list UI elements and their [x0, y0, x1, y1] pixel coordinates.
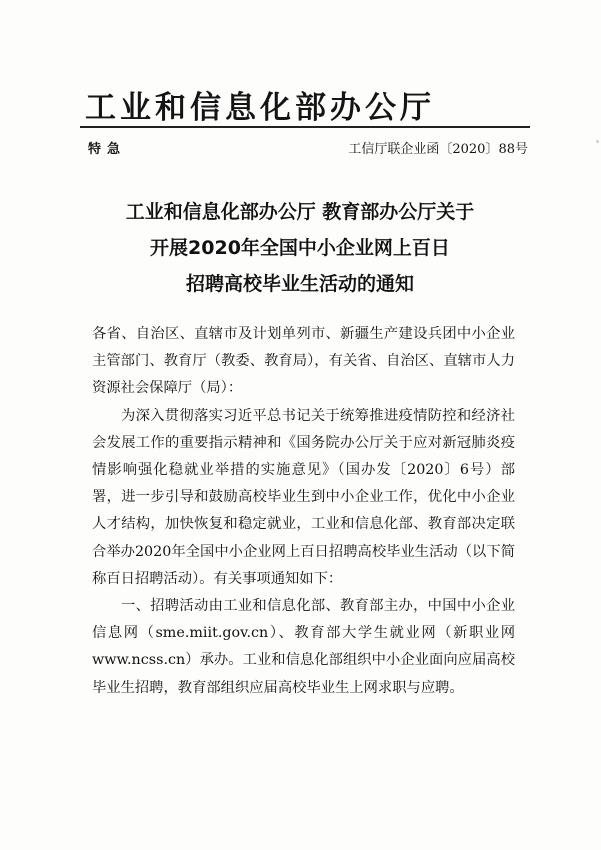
addressee-paragraph: 各省、自治区、直辖市及计划单列市、新疆生产建设兵团中小企业主管部门、教育厅（教委、教育局），有关省、自治区、直辖市人力资源社会保障厅（局）：: [92, 326, 515, 397]
title-line-1: 工业和信息化部办公厅 教育部办公厅关于: [125, 201, 475, 223]
meta-row: [88, 138, 528, 160]
scan-speck: [596, 140, 599, 143]
document-number: 工信厅联企业函〔2020〕88号: [348, 142, 528, 157]
body-paragraph-2: 一、招聘活动由工业和信息化部、教育部主办，中国中小企业信息网（sme.miit.gov.cn）、教育部大学生就业网（新职业网www.ncss.cn）承办。工业和信息化部组织中小企业面向应届高校毕业生招聘，教育部组织应届高校毕业生上网求职与应聘。: [92, 598, 515, 696]
letterhead-title: 工业和信息化部办公厅: [85, 90, 435, 126]
notice-body: [92, 321, 515, 702]
body-paragraph-1: 为深入贯彻落实习近平总书记关于统筹推进疫情防控和经济社会发展工作的重要指示精神和《国务院办公厅关于应对新冠肺炎疫情影响强化稳就业举措的实施意见》（国办发〔2020〕6号）部署，进一步引导和鼓励高校毕业生到中小企业工作，优化中小企业人才结构，加快恢复和稳定就业，工业和信息化部、教育部决定联合举办2020年全国中小企业网上百日招聘高校毕业生活动（以下简称百日招聘活动）。有关事项通知如下：: [92, 407, 515, 587]
notice-title: [60, 194, 540, 302]
letterhead-rule: [80, 126, 530, 128]
title-line-3: 招聘高校毕业生活动的通知: [185, 273, 414, 295]
urgency-label: 特急: [88, 142, 127, 157]
title-line-2: 开展2020年全国中小企业网上百日: [150, 237, 450, 259]
